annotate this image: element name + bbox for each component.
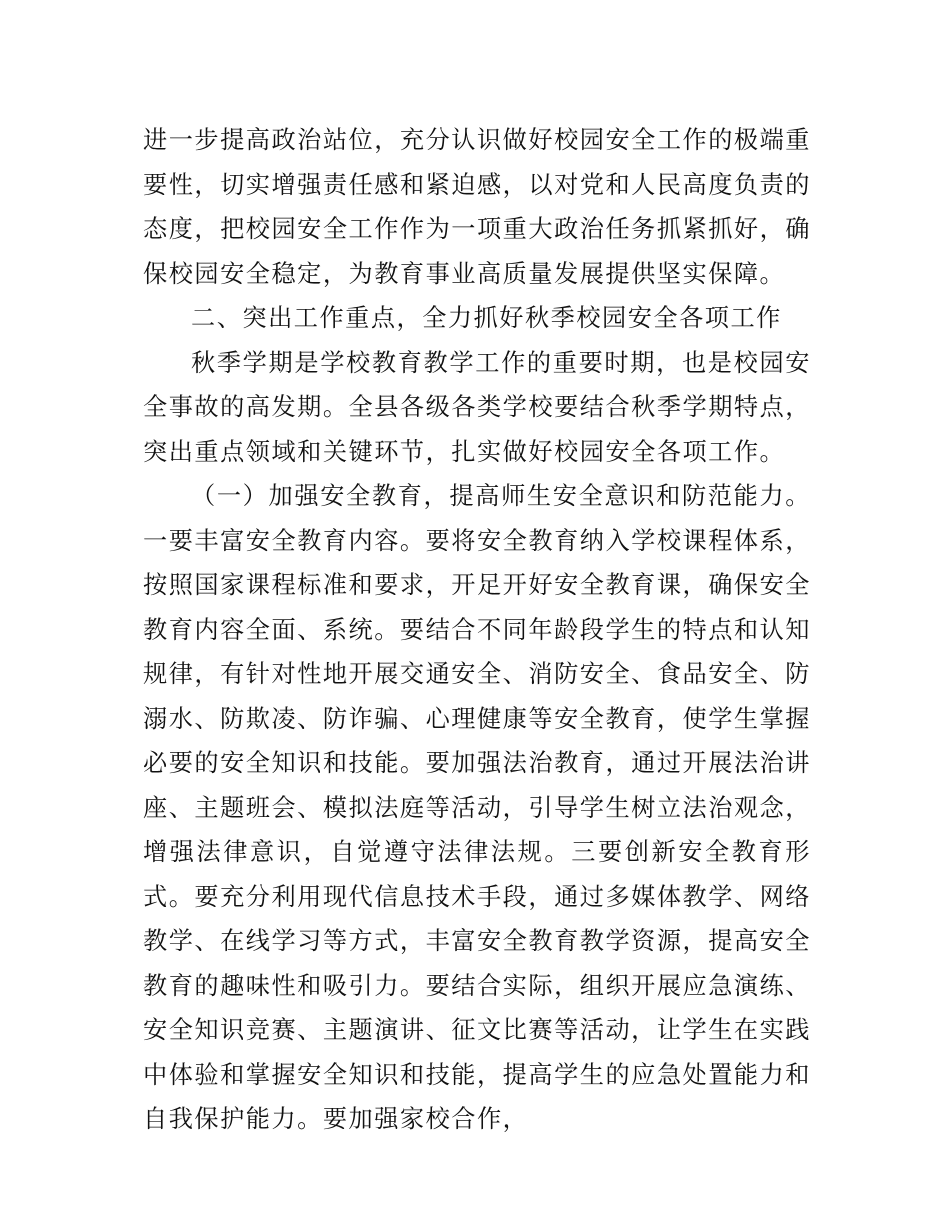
paragraph-autumn-semester: 秋季学期是学校教育教学工作的重要时期，也是校园安全事故的高发期。全县各级各类学校要结合秋季学期特点，突出重点领域和关键环节，扎实做好校园安全各项工作。 [143, 348, 811, 466]
section-heading-2: 二、突出工作重点，全力抓好秋季校园安全各项工作 [191, 304, 782, 332]
paragraph-intro-continuation: 进一步提高政治站位，充分认识做好校园安全工作的极端重要性，切实增强责任感和紧迫感，以对党和人民高度负责的态度，把校园安全工作作为一项重大政治任务抓紧抓好，确保校园安全稳定，为教育事业高质量发展提供坚实保障。 [143, 126, 811, 288]
document-body [143, 118, 811, 1142]
paragraph-safety-education: （一）加强安全教育，提高师生安全意识和防范能力。一要丰富安全教育内容。要将安全教育纳入学校课程体系，按照国家课程标准和要求，开足开好安全教育课，确保安全教育内容全面、系统。要结合不同年龄段学生的特点和认知规律，有针对性地开展交通安全、消防安全、食品安全、防溺水、防欺凌、防诈骗、心理健康等安全教育，使学生掌握必要的安全知识和技能。要加强法治教育，通过开展法治讲座、主题班会、模拟法庭等活动，引导学生树立法治观念，增强法律意识，自觉遵守法律法规。三要创新安全教育形式。要充分利用现代信息技术手段，通过多媒体教学、网络教学、在线学习等方式，丰富安全教育教学资源，提高安全教育的趣味性和吸引力。要结合实际，组织开展应急演练、安全知识竞赛、主题演讲、征文比赛等活动，让学生在实践中体验和掌握安全知识和技能，提高学生的应急处置能力和自我保护能力。要加强家校合作， [143, 482, 811, 1133]
